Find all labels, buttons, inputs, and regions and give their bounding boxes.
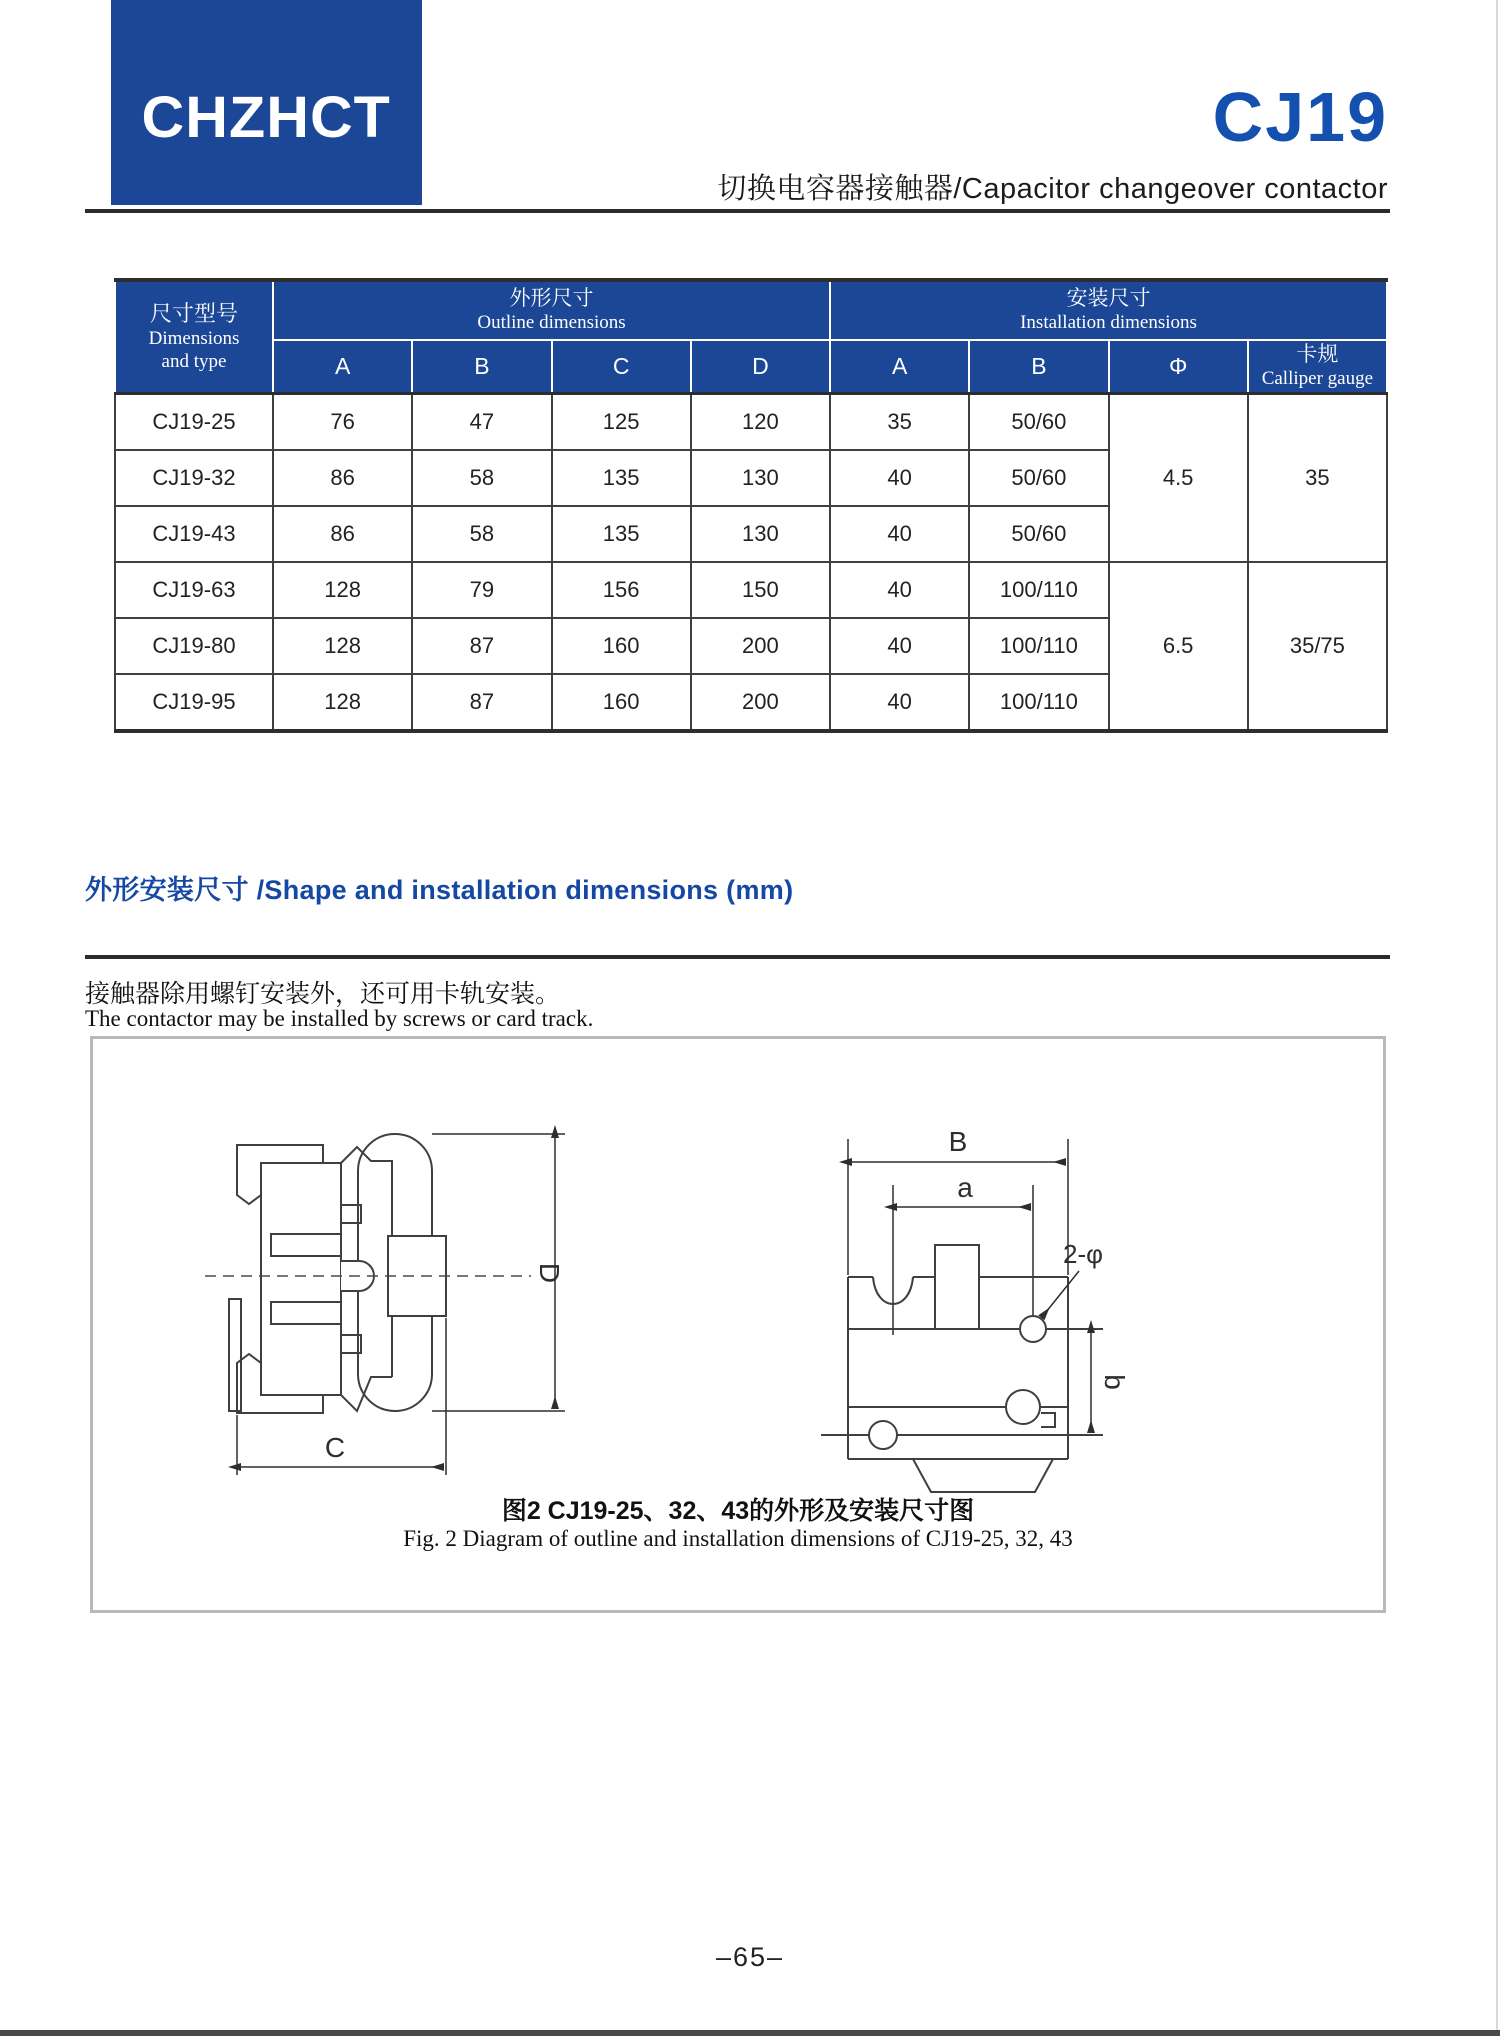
table-row: CJ19-80 128 87 160 200 40 100/110	[115, 618, 1387, 674]
top-slot	[935, 1245, 979, 1329]
page-subtitle: 切换电容器接触器/Capacitor changeover contactor	[717, 173, 1388, 205]
dim-label-a: a	[957, 1172, 973, 1203]
mounting-hole-big	[1006, 1390, 1040, 1424]
page-number: –65–	[715, 1942, 785, 1972]
table-row: CJ19-25 76 47 125 120 35 50/60 4.5 35	[115, 394, 1387, 451]
cell-type: CJ19-25	[115, 394, 273, 451]
col-header-outline-a: A	[273, 340, 412, 394]
cell-type: CJ19-95	[115, 674, 273, 731]
col-header-outline-d: D	[691, 340, 830, 394]
brand-logo	[111, 0, 422, 205]
dim-label-b-big: B	[948, 1126, 968, 1157]
table-row: CJ19-43 86 58 135 130 40 50/60	[115, 506, 1387, 562]
col-header-phi: Φ	[1109, 340, 1248, 394]
cell-type: CJ19-80	[115, 618, 273, 674]
dim-label-holes: 2-φ	[1063, 1239, 1103, 1269]
col-header-outline-c: C	[552, 340, 691, 394]
dimensions-table	[114, 278, 1388, 733]
mounting-hole-top	[1020, 1316, 1046, 1342]
table-row: CJ19-63 128 79 156 150 40 100/110 6.5 35/75	[115, 562, 1387, 618]
installation-drawing-rear-view	[783, 1067, 1163, 1497]
mounting-hole-bottom	[869, 1421, 897, 1449]
cell-phi-merged-top: 4.5	[1109, 394, 1248, 563]
dim-label-d: D	[534, 1262, 565, 1284]
cell-type: CJ19-63	[115, 562, 273, 618]
group-header-installation: 安装尺寸 Installation dimensions	[830, 280, 1387, 340]
note-en: The contactor may be installed by screws or card track.	[85, 1006, 594, 1031]
group-header-outline: 外形尺寸 Outline dimensions	[273, 280, 830, 340]
table-row: CJ19-32 86 58 135 130 40 50/60	[115, 450, 1387, 506]
cell-type: CJ19-32	[115, 450, 273, 506]
cell-phi-merged-bottom: 6.5	[1109, 562, 1248, 731]
table-corner-header: 尺寸型号 Dimensions and type	[115, 280, 273, 394]
page-title: CJ19	[1212, 78, 1388, 156]
note-zh: 接触器除用螺钉安装外，还可用卡轨安装。	[85, 980, 561, 1008]
section-rule	[85, 955, 1390, 959]
footer-bar	[0, 2030, 1500, 2036]
section-heading: 外形安装尺寸 /Shape and installation dimensions (mm)	[85, 875, 794, 905]
col-header-outline-b: B	[412, 340, 551, 394]
cell-calliper-merged-bottom: 35/75	[1248, 562, 1387, 731]
terminal-block-outline	[388, 1236, 446, 1316]
figure-caption-zh: 图2 CJ19-25、32、43的外形及安装尺寸图	[501, 1497, 975, 1525]
base-foot	[913, 1459, 1053, 1492]
table-row: CJ19-95 128 87 160 200 40 100/110	[115, 674, 1387, 731]
cell-type: CJ19-43	[115, 506, 273, 562]
col-header-install-a: A	[830, 340, 969, 394]
brand-logo-text: CHZHCT	[141, 85, 392, 150]
col-header-install-b: B	[969, 340, 1108, 394]
col-header-calliper: 卡规 Calliper gauge	[1248, 340, 1387, 394]
cell-calliper-merged-top: 35	[1248, 394, 1387, 563]
figure-2-box	[90, 1036, 1386, 1613]
figure-caption-en: Fig. 2 Diagram of outline and installation dimensions of CJ19-25, 32, 43	[403, 1526, 1073, 1551]
header-rule	[85, 209, 1390, 213]
outline-drawing-side-view	[193, 1077, 593, 1497]
mounting-foot-top	[237, 1145, 323, 1204]
mounting-foot-bottom	[237, 1354, 323, 1413]
page-edge-line	[1496, 0, 1498, 2036]
dim-label-c: C	[324, 1432, 346, 1463]
dim-label-b-small: b	[1099, 1374, 1130, 1390]
